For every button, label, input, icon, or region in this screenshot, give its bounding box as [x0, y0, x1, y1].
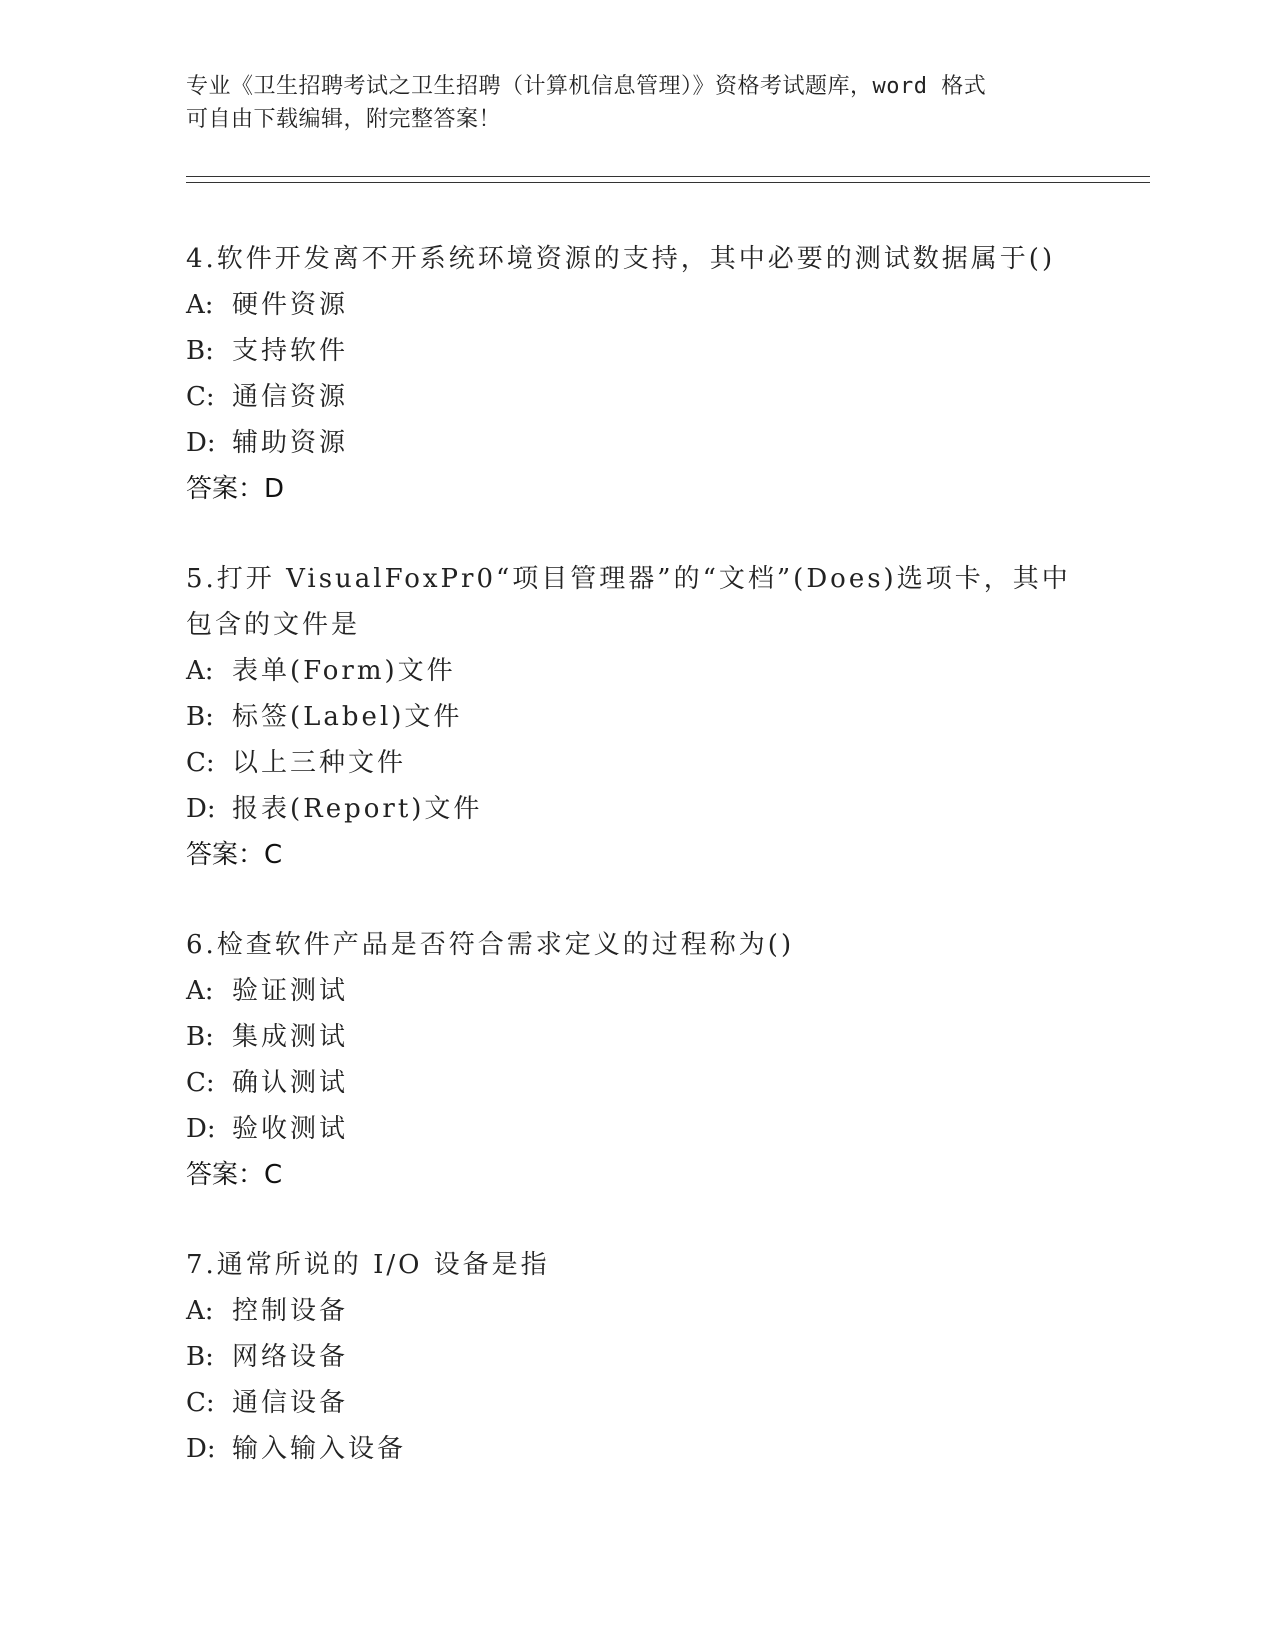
- option-letter: C:: [186, 1068, 215, 1098]
- option-letter: A:: [186, 1296, 214, 1326]
- option-d: [186, 786, 1086, 832]
- header-divider-bottom: [186, 182, 1150, 183]
- question-4: [186, 236, 1086, 512]
- option-c: [186, 374, 1086, 420]
- option-d: [186, 1106, 1086, 1152]
- option-c: [186, 1380, 1086, 1426]
- option-letter: B:: [186, 336, 214, 366]
- option-letter: C:: [186, 382, 215, 412]
- option-text: 以上三种文件: [232, 748, 407, 778]
- option-a: [186, 1288, 1086, 1334]
- option-text: 通信设备: [232, 1388, 349, 1418]
- option-letter: A:: [186, 976, 214, 1006]
- option-text: 硬件资源: [232, 290, 349, 320]
- option-letter: B:: [186, 1342, 214, 1372]
- option-text: 通信资源: [232, 382, 349, 412]
- question-6: [186, 922, 1086, 1198]
- question-stem: 4.软件开发离不开系统环境资源的支持，其中必要的测试数据属于(): [186, 244, 1056, 274]
- answer-line: 答案：C: [186, 1160, 283, 1190]
- option-letter: C:: [186, 1388, 215, 1418]
- option-letter: D:: [186, 794, 216, 824]
- option-letter: D:: [186, 1114, 216, 1144]
- option-text: 表单(Form)文件: [232, 656, 456, 686]
- document-header: [186, 70, 1066, 136]
- option-b: [186, 1014, 1086, 1060]
- option-text: 网络设备: [232, 1342, 349, 1372]
- question-list: [186, 236, 1086, 1516]
- option-text: 标签(Label)文件: [232, 702, 463, 732]
- option-text: 输入输入设备: [232, 1434, 407, 1464]
- option-b: [186, 328, 1086, 374]
- question-stem: 7.通常所说的 I/O 设备是指: [186, 1250, 550, 1280]
- option-b: [186, 694, 1086, 740]
- option-d: [186, 1426, 1086, 1472]
- option-d: [186, 420, 1086, 466]
- option-text: 确认测试: [232, 1068, 349, 1098]
- answer-line: 答案：C: [186, 840, 283, 870]
- option-letter: A:: [186, 656, 214, 686]
- option-text: 验证测试: [232, 976, 349, 1006]
- question-stem: 5.打开 VisualFoxPr0“项目管理器”的“文档”(Does)选项卡，其中包含的文件是: [186, 564, 1071, 640]
- option-a: [186, 648, 1086, 694]
- option-c: [186, 740, 1086, 786]
- header-line-2: 可自由下载编辑，附完整答案！: [186, 107, 502, 132]
- question-stem: 6.检查软件产品是否符合需求定义的过程称为(): [186, 930, 795, 960]
- option-letter: D:: [186, 428, 216, 458]
- option-letter: D:: [186, 1434, 216, 1464]
- option-letter: A:: [186, 290, 214, 320]
- answer-line: 答案：D: [186, 474, 285, 504]
- question-5: [186, 556, 1086, 878]
- option-text: 集成测试: [232, 1022, 349, 1052]
- option-text: 报表(Report)文件: [232, 794, 483, 824]
- option-text: 验收测试: [232, 1114, 349, 1144]
- option-c: [186, 1060, 1086, 1106]
- option-text: 控制设备: [232, 1296, 349, 1326]
- option-text: 辅助资源: [232, 428, 349, 458]
- option-a: [186, 282, 1086, 328]
- option-a: [186, 968, 1086, 1014]
- question-7: [186, 1242, 1086, 1472]
- option-b: [186, 1334, 1086, 1380]
- option-text: 支持软件: [232, 336, 349, 366]
- option-letter: B:: [186, 702, 214, 732]
- option-letter: C:: [186, 748, 215, 778]
- header-line-1: 专业《卫生招聘考试之卫生招聘（计算机信息管理）》资格考试题库，word 格式: [186, 74, 987, 99]
- option-letter: B:: [186, 1022, 214, 1052]
- header-divider-top: [186, 176, 1150, 177]
